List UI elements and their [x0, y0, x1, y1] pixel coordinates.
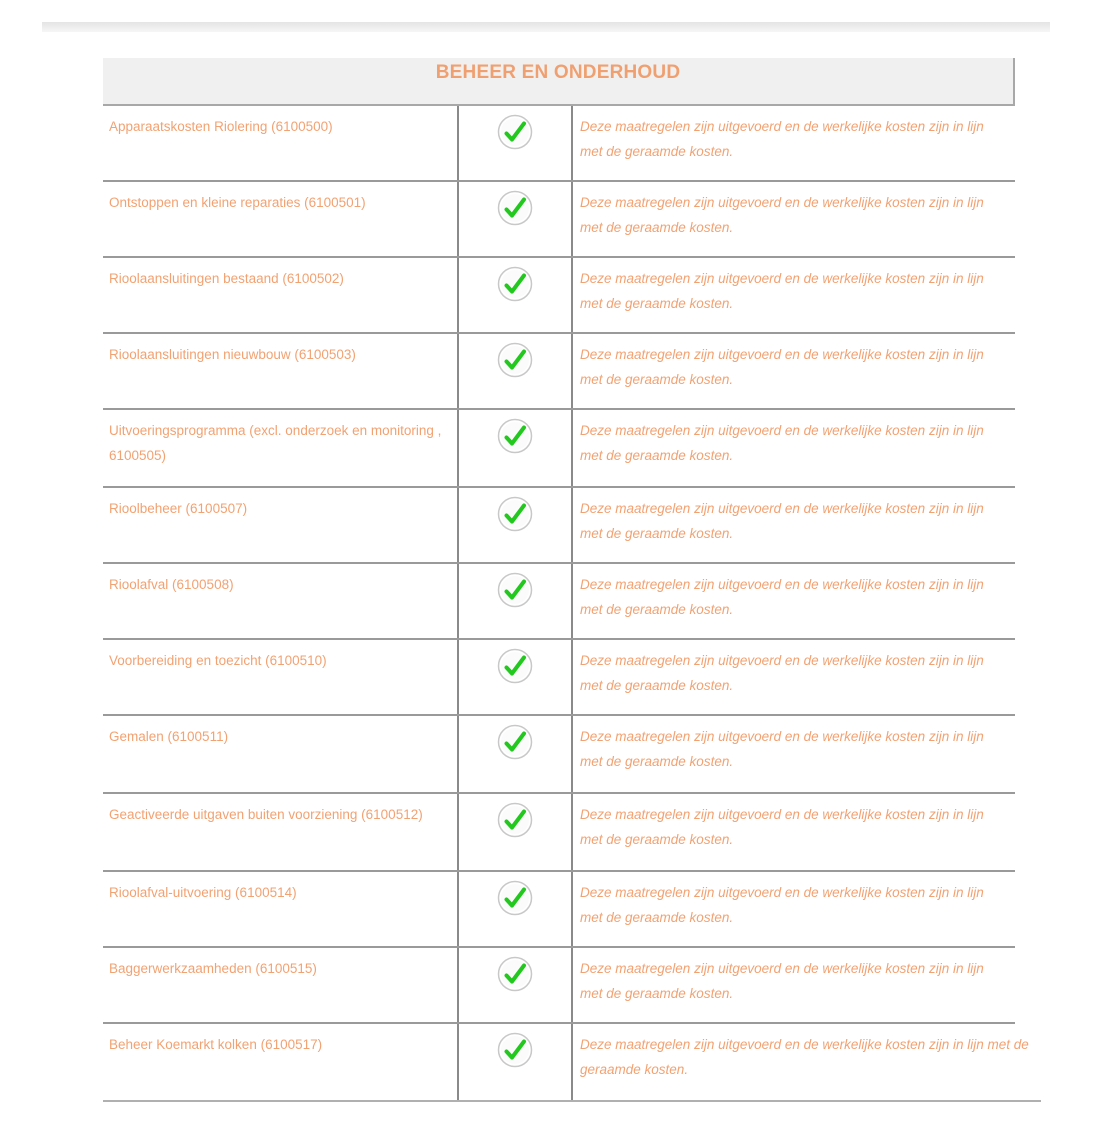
table-row — [103, 716, 1015, 794]
table-row — [103, 640, 1015, 716]
item-name: Ontstoppen en kleine reparaties (6100501) — [103, 182, 459, 256]
check-icon — [497, 496, 533, 532]
status-cell — [459, 564, 573, 638]
check-icon — [497, 342, 533, 378]
comment-text: Deze maatregelen zijn uitgevoerd en de werkelijke kosten zijn in lijn met de geraamde kosten. — [580, 961, 984, 1001]
table-row — [103, 564, 1015, 640]
check-icon — [497, 114, 533, 150]
comment-text: Deze maatregelen zijn uitgevoerd en de werkelijke kosten zijn in lijn met de geraamde kosten. — [580, 271, 984, 311]
comment-text: Deze maatregelen zijn uitgevoerd en de werkelijke kosten zijn in lijn met de geraamde kosten. — [580, 807, 984, 847]
item-name: Gemalen (6100511) — [103, 716, 459, 792]
item-name: Rioolaansluitingen nieuwbouw (6100503) — [103, 334, 459, 408]
check-icon — [497, 418, 533, 454]
comment-text: Deze maatregelen zijn uitgevoerd en de werkelijke kosten zijn in lijn met de geraamde kosten. — [580, 577, 984, 617]
table-row — [103, 182, 1015, 258]
comment-text: Deze maatregelen zijn uitgevoerd en de werkelijke kosten zijn in lijn met de geraamde kosten. — [580, 501, 984, 541]
item-name: Rioolaansluitingen bestaand (6100502) — [103, 258, 459, 332]
check-icon — [497, 648, 533, 684]
table-row — [103, 334, 1015, 410]
check-icon — [497, 956, 533, 992]
check-icon — [497, 724, 533, 760]
table-row — [103, 794, 1015, 872]
check-icon — [497, 802, 533, 838]
comment-text: Deze maatregelen zijn uitgevoerd en de werkelijke kosten zijn in lijn met de geraamde kosten. — [580, 423, 984, 463]
table-title: BEHEER EN ONDERHOUD — [435, 62, 681, 83]
status-cell — [459, 488, 573, 562]
item-name: Rioolafval-uitvoering (6100514) — [103, 872, 459, 946]
status-cell — [459, 872, 573, 946]
table-header — [103, 58, 1015, 106]
maintenance-table — [103, 106, 1029, 1102]
item-name: Baggerwerkzaamheden (6100515) — [103, 948, 459, 1022]
comment-text: Deze maatregelen zijn uitgevoerd en de werkelijke kosten zijn in lijn met de geraamde kosten. — [580, 347, 984, 387]
item-name: Beheer Koemarkt kolken (6100517) — [103, 1024, 459, 1100]
item-name: Geactiveerde uitgaven buiten voorziening (6100512) — [103, 794, 459, 870]
check-icon — [497, 572, 533, 608]
item-name: Rioolafval (6100508) — [103, 564, 459, 638]
status-cell — [459, 106, 573, 180]
table-row — [103, 488, 1015, 564]
table-row — [103, 872, 1015, 948]
status-cell — [459, 640, 573, 714]
item-name: Uitvoeringsprogramma (excl. onderzoek en monitoring , 6100505) — [103, 410, 459, 486]
comment-text: Deze maatregelen zijn uitgevoerd en de werkelijke kosten zijn in lijn met de geraamde kosten. — [580, 885, 984, 925]
check-icon — [497, 266, 533, 302]
item-name: Rioolbeheer (6100507) — [103, 488, 459, 562]
status-cell — [459, 794, 573, 870]
table-row — [103, 258, 1015, 334]
comment-text: Deze maatregelen zijn uitgevoerd en de werkelijke kosten zijn in lijn met de geraamde kosten. — [580, 729, 984, 769]
status-cell — [459, 1024, 573, 1100]
status-cell — [459, 334, 573, 408]
status-cell — [459, 258, 573, 332]
status-cell — [459, 410, 573, 486]
check-icon — [497, 1032, 533, 1068]
comment-text: Deze maatregelen zijn uitgevoerd en de werkelijke kosten zijn in lijn met de geraamde kosten. — [580, 119, 984, 159]
comment-text: Deze maatregelen zijn uitgevoerd en de werkelijke kosten zijn in lijn met de geraamde kosten. — [580, 195, 984, 235]
comment-text: Deze maatregelen zijn uitgevoerd en de werkelijke kosten zijn in lijn met de geraamde kosten. — [580, 653, 984, 693]
top-divider — [42, 22, 1050, 32]
table-row — [103, 948, 1015, 1024]
item-name: Voorbereiding en toezicht (6100510) — [103, 640, 459, 714]
table-row — [103, 410, 1015, 488]
check-icon — [497, 880, 533, 916]
status-cell — [459, 948, 573, 1022]
status-cell — [459, 182, 573, 256]
table-row — [103, 1024, 1041, 1102]
comment-text: Deze maatregelen zijn uitgevoerd en de werkelijke kosten zijn in lijn met de geraamde kosten. — [580, 1037, 1029, 1077]
check-icon — [497, 190, 533, 226]
status-cell — [459, 716, 573, 792]
table-row — [103, 106, 1015, 182]
item-name: Apparaatskosten Riolering (6100500) — [103, 106, 459, 180]
